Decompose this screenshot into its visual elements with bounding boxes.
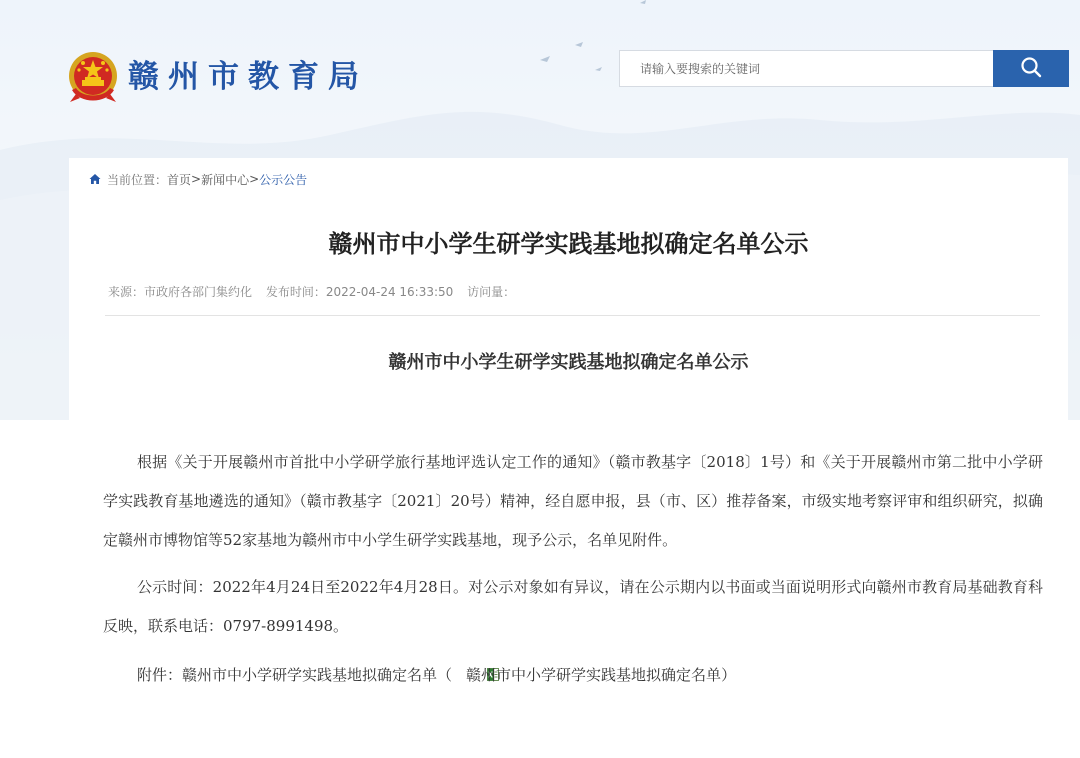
article-paragraph: 公示时间：2022年4月24日至2022年4月28日。对公示对象如有异议，请在公示期内以书面或当面说明形式向赣州市教育局基础教育科反映，联系电话：0797-8991498。 <box>103 578 1043 635</box>
attachment-name: 赣州市中小学研学实践基地拟确定名单 <box>182 666 438 684</box>
search-icon <box>1020 56 1042 81</box>
breadcrumb-home-link[interactable]: 首页 <box>167 172 192 187</box>
home-icon <box>89 173 101 185</box>
breadcrumb-label: 当前位置： <box>107 172 168 187</box>
breadcrumb-news-link[interactable]: 新闻中心 <box>201 172 250 187</box>
breadcrumb-separator: > <box>191 172 202 186</box>
article-inner-title: 赣州市中小学生研学实践基地拟确定名单公示 <box>388 352 749 373</box>
attachment-close-paren: ） <box>721 666 737 684</box>
article-paragraph: 根据《关于开展赣州市首批中小学研学旅行基地评选认定工作的通知》（赣市教基字〔2018〕1号）和《关于开展赣州市第二批中小学研学实践教育基地遴选的通知》（赣市教基字〔2021〕20号）精神，经自愿申报，县（市、区）推荐备案，市级实地考察评审和组织研究，拟确定赣州市博物馆等52家基地为赣州市中小学生研学实践基地，现予公示，名单见附件。 <box>103 453 1043 549</box>
title-divider <box>105 315 1040 316</box>
article-source: 来源：市政府各部门集约化 <box>108 285 253 299</box>
article-publish-time: 发布时间：2022-04-24 16:33:50 <box>265 285 454 299</box>
attachment-line <box>103 656 1043 695</box>
search-input[interactable] <box>620 51 980 86</box>
site-header <box>0 0 1080 150</box>
search-box <box>619 50 993 87</box>
article-meta <box>108 283 525 300</box>
breadcrumb-separator: > <box>249 172 260 186</box>
national-emblem-icon <box>66 50 120 106</box>
breadcrumb <box>89 171 307 187</box>
article-view-count: 访问量： <box>467 285 516 299</box>
content-panel <box>69 158 1068 758</box>
breadcrumb-announcements-link[interactable]: 公示公告 <box>259 172 308 187</box>
attachment-label: 附件： <box>137 666 183 684</box>
article-title: 赣州市中小学生研学实践基地拟确定名单公示 <box>328 230 809 258</box>
excel-file-icon <box>453 657 465 670</box>
attachment-link[interactable]: 赣州市中小学研学实践基地拟确定名单 <box>466 666 722 684</box>
site-title: 赣州市教育局 <box>128 59 368 95</box>
attachment-open-paren: （ <box>437 666 453 684</box>
search-button[interactable] <box>993 50 1069 87</box>
